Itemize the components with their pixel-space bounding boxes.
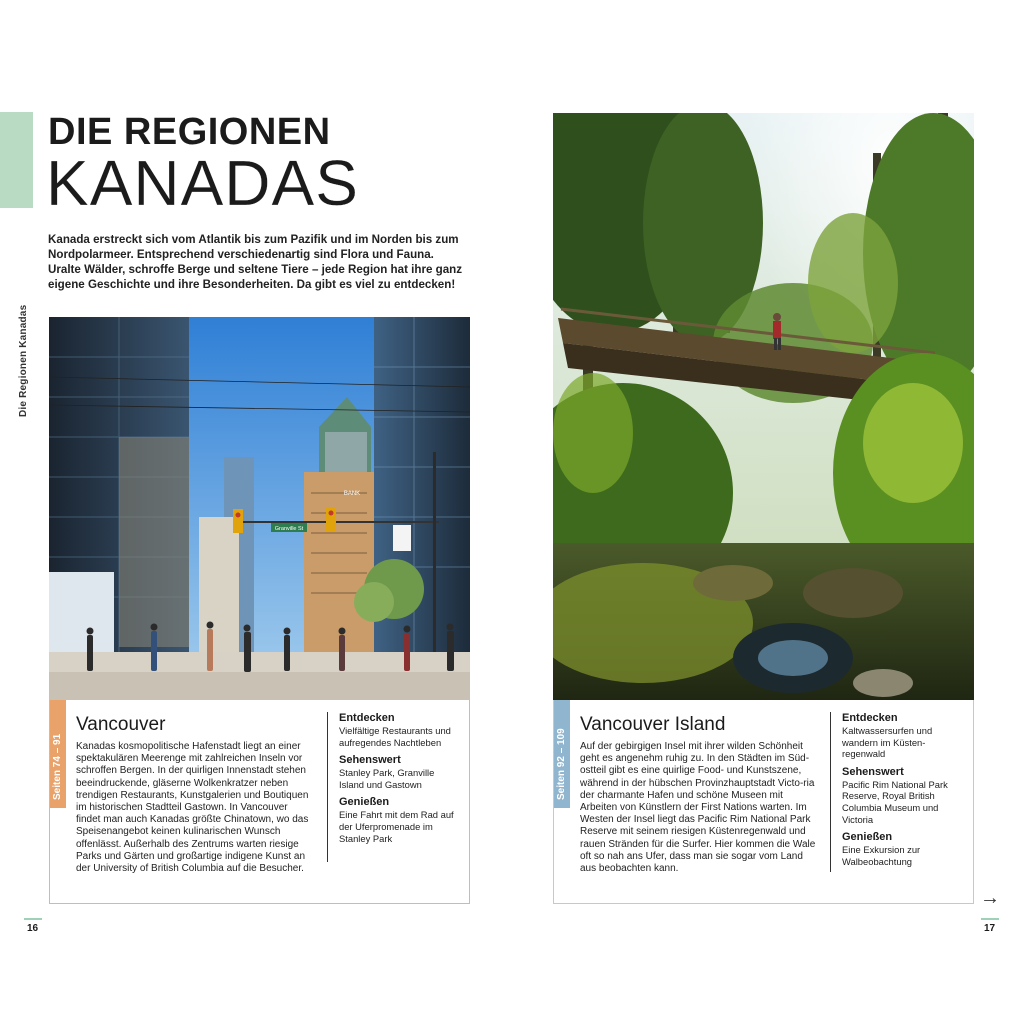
highlight-text: Eine Fahrt mit dem Rad auf der Uferpromenade im Stanley Park bbox=[339, 809, 454, 844]
region-title: Vancouver bbox=[76, 714, 166, 735]
street-sign-text: Granville St bbox=[274, 526, 304, 532]
building-sign-text: BANK bbox=[343, 491, 361, 497]
page-number-bar bbox=[981, 918, 999, 920]
page-title-line2: KANADAS bbox=[46, 147, 359, 219]
highlight-text: Eine Exkursion zur Walbeobachtung bbox=[842, 844, 921, 867]
region-card-vancouver bbox=[49, 700, 470, 904]
page-range-badge bbox=[50, 700, 66, 808]
page-range-text: Seiten 74 – 91 bbox=[52, 733, 63, 800]
highlight-heading: Entdecken bbox=[339, 712, 395, 724]
highlight-text: Vielfältige Restaurants und aufregendes Nachtleben bbox=[339, 725, 451, 748]
highlight-heading: Entdecken bbox=[842, 712, 898, 724]
highlight-heading: Sehenswert bbox=[339, 754, 401, 767]
intro-paragraph: Kanada erstreckt sich vom Atlantik bis zum Pazifik und im Norden bis zum Nordpolarmeer. Entsprechend verschiedenartig sind Flora und Fauna. Uralte Wälder, schroffe Berge und seltene Tiere – jede Region hat ihre ganz eigene Geschichte und ihre Besonderheiten. Da gibt es viel zu entdecken! bbox=[48, 233, 463, 291]
vancouver-street-photo bbox=[49, 317, 470, 700]
page-range-badge bbox=[554, 700, 570, 808]
page-number-right: 17 bbox=[984, 923, 996, 934]
highlight-heading: Genießen bbox=[339, 796, 390, 809]
highlight-text: Stanley Park, Granville Island und Gastown bbox=[339, 767, 435, 790]
highlight-text: Pacific Rim National Park Reserve, Royal British Columbia Museum und Victoria bbox=[842, 778, 948, 825]
region-highlights bbox=[830, 712, 963, 872]
highlight-heading: Sehenswert bbox=[842, 765, 904, 778]
page-range-text: Seiten 92 – 109 bbox=[556, 728, 567, 800]
next-page-arrow-icon[interactable]: → bbox=[980, 887, 1000, 909]
page-number-left: 16 bbox=[27, 923, 39, 934]
page-number-bar bbox=[24, 918, 42, 920]
highlight-text: Kaltwassersurfen und wandern im Küsten-regenwald bbox=[842, 725, 933, 760]
page-title-line1: DIE REGIONEN bbox=[48, 111, 331, 153]
highlight-heading: Genießen bbox=[842, 831, 893, 844]
vancouver-island-forest-photo bbox=[553, 113, 974, 700]
region-title: Vancouver Island bbox=[580, 714, 726, 735]
region-description: Auf der gebirgigen Insel mit ihrer wilden Schönheit geht es angenehm ruhig zu. In den Städten im Süd-ostteil gibt es eine quirlige Food- und Kunstszene, während in der hübschen Provinzhauptstadt Victo-ria der charmante Hafen und schöne Museen mit Arbeiten von Künstlern der First Nations warten. Im Westen der Insel liegt das Pacific Rim National Park Reserve mit seinem riesigen Küstenregenwald und rauen Stränden für die Surfer. Hier kommen die Wale oft so nah ans Ufer, dass man sie sogar vom Land aus beobachten kann. bbox=[580, 741, 816, 875]
region-description: Kanadas kosmopolitische Hafenstadt liegt an einer spektakulären Meerenge mit zahlreichen Inseln vor schroffen Bergen. In der quirligen Innenstadt stehen beeindruckende, gläserne Wolkenkratzer neben trendigen Restaurants, Kunstgalerien und Boutiquen im historischen Stadtteil Gastown. In Vancouver findet man auch Kanadas größte Chinatown, wo das Speisenangebot keinen kulinarischen Wunsch offenlässt. Außerhalb des Zentrums warten riesige Parks und Gärten und großartige indigene Kunst an der University of British Columbia auf die Besucher. bbox=[76, 741, 309, 875]
region-highlights bbox=[327, 712, 458, 862]
region-card-vancouver-island bbox=[553, 700, 974, 904]
section-color-tab bbox=[0, 112, 33, 208]
running-head bbox=[18, 218, 32, 423]
running-head-title: Die Regionen Kanadas bbox=[18, 304, 29, 418]
